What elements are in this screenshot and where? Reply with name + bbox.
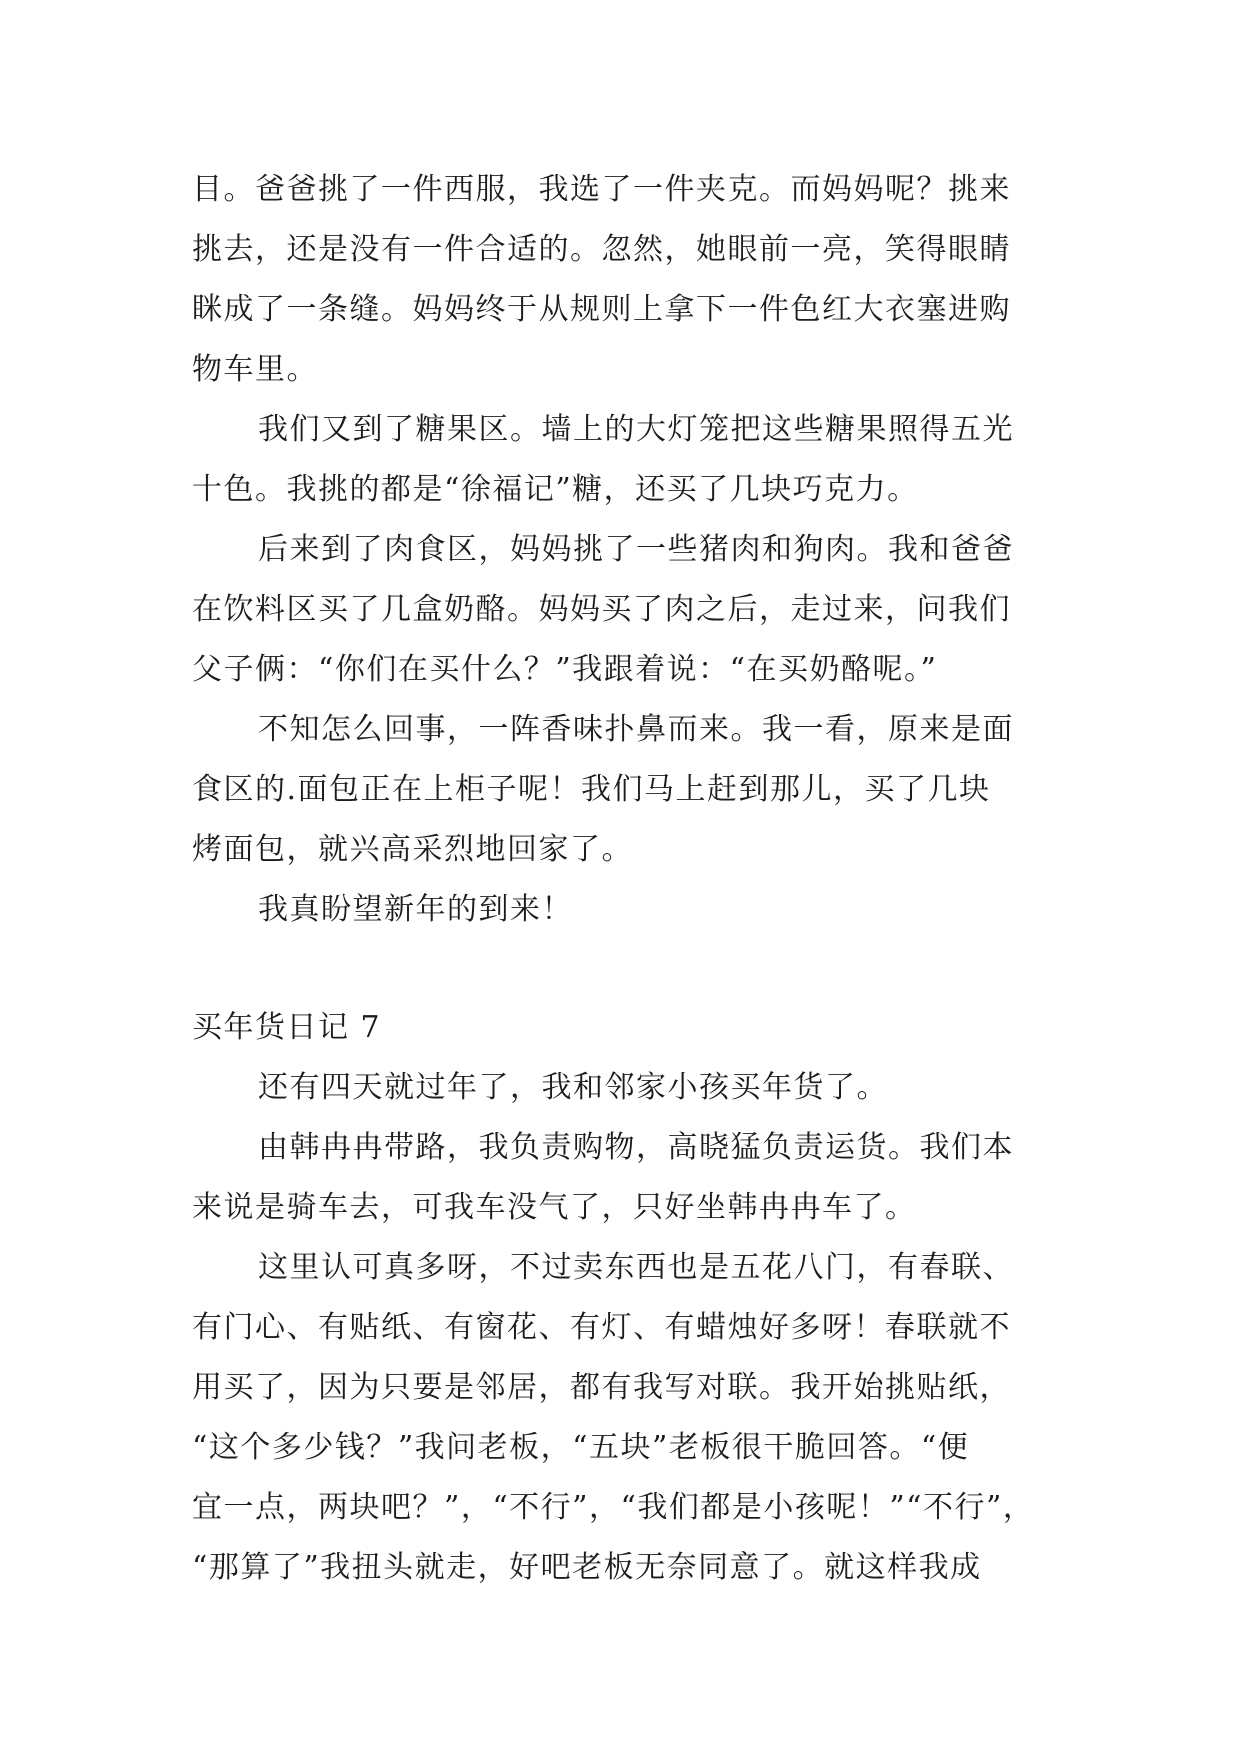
paragraph (192, 700, 1092, 880)
text-line: 宜一点，两块吧？”，“不行”，“我们都是小孩呢！”“不行”， (192, 1490, 1035, 1525)
text-line: 后来到了肉食区，妈妈挑了一些猪肉和狗肉。我和爸爸 (258, 532, 1014, 567)
text-line: 物车里。 (192, 352, 318, 387)
text-line: 还有四天就过年了，我和邻家小孩买年货了。 (258, 1070, 888, 1105)
paragraph (192, 520, 1092, 700)
paragraph (192, 880, 1092, 940)
text-line: 目。爸爸挑了一件西服，我选了一件夹克。而妈妈呢？挑来 (192, 172, 1011, 207)
section-gap (192, 940, 1092, 998)
text-line: 来说是骑车去，可我车没气了，只好坐韩冉冉车了。 (192, 1190, 917, 1225)
text-line: 我们又到了糖果区。墙上的大灯笼把这些糖果照得五光 (258, 412, 1014, 447)
text-line: 眯成了一条缝。妈妈终于从规则上拿下一件色红大衣塞进购 (192, 292, 1011, 327)
paragraph (192, 400, 1092, 520)
text-line: 十色。我挑的都是“徐福记”糖，还买了几块巧克力。 (192, 472, 919, 507)
text-line: 用买了，因为只要是邻居，都有我写对联。我开始挑贴纸， (192, 1370, 1011, 1405)
text-line: 在饮料区买了几盒奶酪。妈妈买了肉之后，走过来，问我们 (192, 592, 1011, 627)
document-body (192, 160, 1092, 1598)
text-line: “那算了”我扭头就走，好吧老板无奈同意了。就这样我成 (192, 1550, 982, 1585)
paragraph (192, 1238, 1092, 1598)
text-line: 挑去，还是没有一件合适的。忽然，她眼前一亮，笑得眼睛 (192, 232, 1011, 267)
text-line: 我真盼望新年的到来！ (258, 892, 573, 927)
section-heading: 买年货日记 7 (192, 1010, 382, 1045)
text-line: 有门心、有贴纸、有窗花、有灯、有蜡烛好多呀！春联就不 (192, 1310, 1011, 1345)
text-line: 不知怎么回事，一阵香味扑鼻而来。我一看，原来是面 (258, 712, 1014, 747)
paragraph (192, 160, 1092, 400)
text-line: “这个多少钱？”我问老板，“五块”老板很干脆回答。“便 (192, 1430, 970, 1465)
text-line: 由韩冉冉带路，我负责购物，高晓猛负责运货。我们本 (258, 1130, 1014, 1165)
text-line: 父子俩：“你们在买什么？”我跟着说：“在买奶酪呢。” (192, 652, 938, 687)
paragraph (192, 1058, 1092, 1118)
text-line: 食区的.面包正在上柜子呢！我们马上赶到那儿，买了几块 (192, 772, 991, 807)
paragraph (192, 1118, 1092, 1238)
text-line: 烤面包，就兴高采烈地回家了。 (192, 832, 633, 867)
text-line: 这里认可真多呀，不过卖东西也是五花八门，有春联、 (258, 1250, 1014, 1285)
